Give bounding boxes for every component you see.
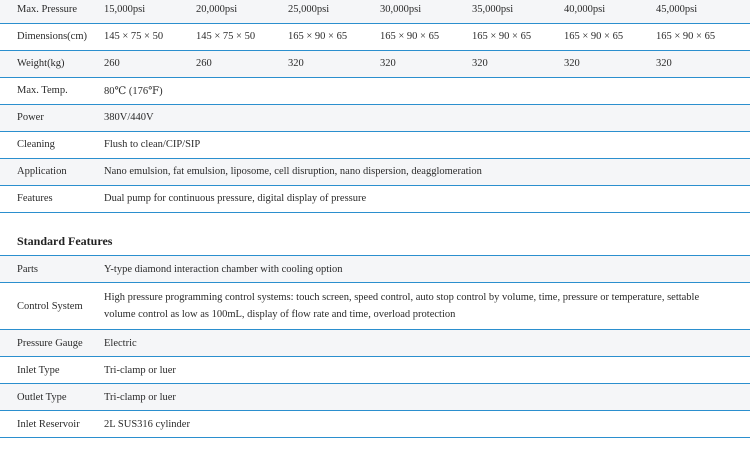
table-row xyxy=(0,185,750,212)
table-row xyxy=(0,50,750,77)
table-cell: Y-type diamond interaction chamber with cooling option xyxy=(104,256,750,283)
table-cell: 165 × 90 × 65 xyxy=(380,23,472,50)
table-row xyxy=(0,158,750,185)
table-cell: 260 xyxy=(104,50,196,77)
table-cell: Tri-clamp or luer xyxy=(104,357,750,384)
row-label: Pressure Gauge xyxy=(0,330,104,357)
table-cell: 165 × 90 × 65 xyxy=(564,23,656,50)
row-label: Weight(kg) xyxy=(0,50,104,77)
table-cell: 320 xyxy=(656,50,750,77)
table-cell: 165 × 90 × 65 xyxy=(288,23,380,50)
row-label: Application xyxy=(0,158,104,185)
row-label: Max. Temp. xyxy=(0,77,104,104)
table-cell: 320 xyxy=(288,50,380,77)
table-cell: 145 × 75 × 50 xyxy=(196,23,288,50)
row-label: Control System xyxy=(0,283,104,330)
table-cell: 15,000psi xyxy=(104,0,196,23)
table-cell: 25,000psi xyxy=(288,0,380,23)
section-heading: Standard Features xyxy=(17,234,113,248)
table-cell: 320 xyxy=(564,50,656,77)
table-row xyxy=(0,411,750,438)
table-row xyxy=(0,330,750,357)
table-row xyxy=(0,104,750,131)
row-label: Inlet Type xyxy=(0,357,104,384)
table-cell: 40,000psi xyxy=(564,0,656,23)
table-cell: High pressure programming control systems: touch screen, speed control, auto stop control by volume, time, pressure or temperature, settable volume control as low as 100mL, display of flow rate and time, overload protection xyxy=(104,283,750,330)
table-cell: 80℃ (176℉) xyxy=(104,77,750,104)
table-row xyxy=(0,23,750,50)
table-row xyxy=(0,0,750,23)
row-label: Inlet Reservoir xyxy=(0,411,104,438)
table-row xyxy=(0,131,750,158)
row-label: Dimensions(cm) xyxy=(0,23,104,50)
table-cell: 35,000psi xyxy=(472,0,564,23)
table-cell: 260 xyxy=(196,50,288,77)
table-row xyxy=(0,256,750,283)
table-cell: 145 × 75 × 50 xyxy=(104,23,196,50)
table-cell: Tri-clamp or luer xyxy=(104,384,750,411)
table-cell: Electric xyxy=(104,330,750,357)
table-cell: 320 xyxy=(472,50,564,77)
table-cell: 320 xyxy=(380,50,472,77)
table-cell: 20,000psi xyxy=(196,0,288,23)
table-cell: 380V/440V xyxy=(104,104,750,131)
row-label: Power xyxy=(0,104,104,131)
row-label: Features xyxy=(0,185,104,212)
table-cell: 2L SUS316 cylinder xyxy=(104,411,750,438)
row-label: Max. Pressure xyxy=(0,0,104,23)
table-row xyxy=(0,283,750,330)
table-row xyxy=(0,384,750,411)
table-cell: Flush to clean/CIP/SIP xyxy=(104,131,750,158)
row-label: Cleaning xyxy=(0,131,104,158)
row-label: Outlet Type xyxy=(0,384,104,411)
table-cell: 30,000psi xyxy=(380,0,472,23)
specifications-table xyxy=(0,0,750,213)
table-cell: Dual pump for continuous pressure, digital display of pressure xyxy=(104,185,750,212)
table-row xyxy=(0,77,750,104)
table-cell: 165 × 90 × 65 xyxy=(472,23,564,50)
table-cell: Nano emulsion, fat emulsion, liposome, cell disruption, nano dispersion, deagglomeration xyxy=(104,158,750,185)
table-cell: 165 × 90 × 65 xyxy=(656,23,750,50)
table-row xyxy=(0,357,750,384)
standard-features-table xyxy=(0,255,750,438)
row-label: Parts xyxy=(0,256,104,283)
table-cell: 45,000psi xyxy=(656,0,750,23)
